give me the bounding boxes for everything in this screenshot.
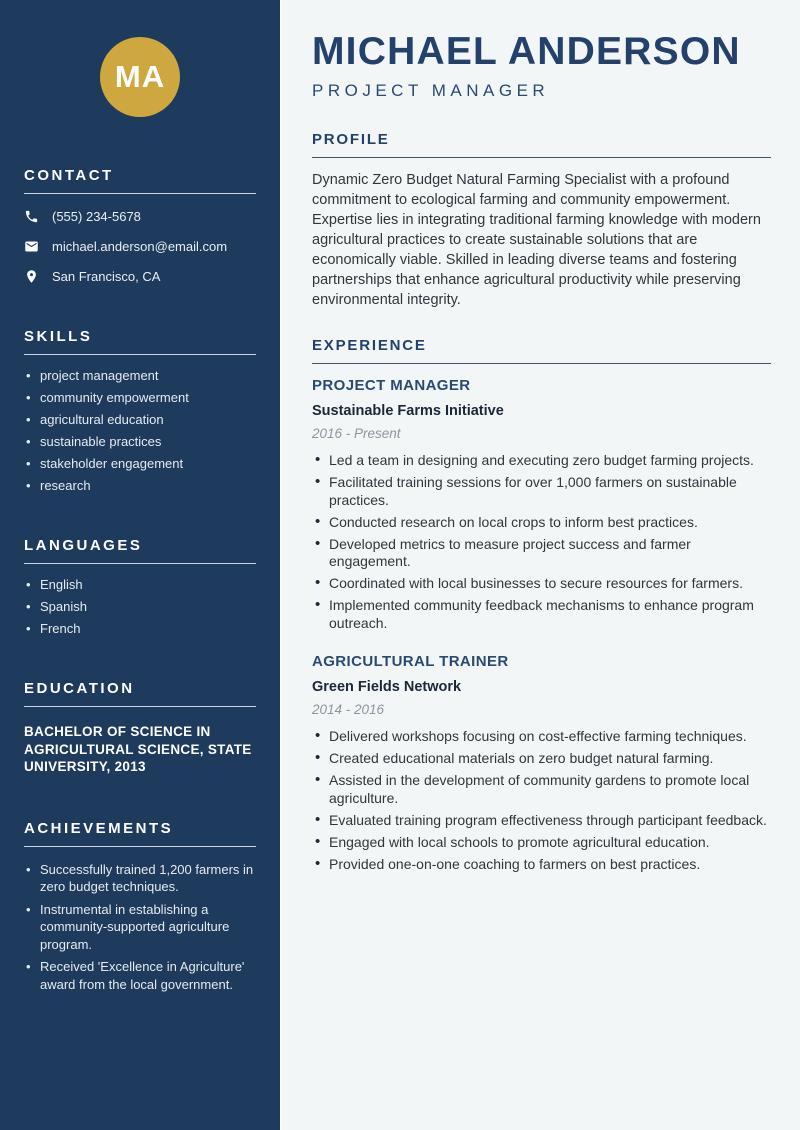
job-bullets <box>312 452 771 632</box>
job-bullet: • Provided one-on-one coaching to farmers on best practices. <box>312 856 771 874</box>
job-title: AGRICULTURAL TRAINER <box>312 653 509 670</box>
achievements-section <box>24 820 256 994</box>
languages-list <box>24 578 256 636</box>
job-bullet: • Coordinated with local businesses to secure resources for farmers. <box>312 575 771 593</box>
contact-phone-row <box>24 209 256 224</box>
language-item: • English <box>24 578 256 592</box>
sidebar <box>0 0 280 1130</box>
experience-heading: EXPERIENCE <box>312 337 771 364</box>
job-company: Green Fields Network <box>312 679 462 695</box>
achievement-item: • Successfully trained 1,200 farmers in zero budget techniques. <box>24 861 256 896</box>
skill-item: • agricultural education <box>24 413 256 427</box>
achievements-list <box>24 861 256 994</box>
job-bullet: • Evaluated training program effectiveness through participant feedback. <box>312 812 771 830</box>
profile-text: Dynamic Zero Budget Natural Farming Specialist with a profound commitment to ecological farming and community empowerment. Expertise lies in integrating traditional farming knowledge with modern agricultural practices to create sustainable solutions that are economically viable. Skilled in leading diverse teams and fostering partnerships that enhance agricultural productivity while preserving environmental integrity. <box>312 172 761 308</box>
skill-item: • sustainable practices <box>24 435 256 449</box>
job-bullet: • Assisted in the development of community gardens to promote local agriculture. <box>312 772 771 807</box>
languages-heading: LANGUAGES <box>24 537 256 564</box>
email-icon <box>24 239 39 254</box>
education-heading: EDUCATION <box>24 680 256 707</box>
contact-heading: CONTACT <box>24 167 256 194</box>
candidate-name: MICHAEL ANDERSON <box>312 30 741 73</box>
contact-location-text: San Francisco, CA <box>52 269 161 284</box>
skill-item: • research <box>24 479 256 493</box>
job-bullet: • Created educational materials on zero budget natural farming. <box>312 750 771 768</box>
avatar-initials: MA <box>114 59 166 94</box>
job-bullet: • Facilitated training sessions for over 1,000 farmers on sustainable practices. <box>312 474 771 509</box>
job-bullet: • Implemented community feedback mechanisms to enhance program outreach. <box>312 597 771 632</box>
skills-list <box>24 369 256 493</box>
job-dates: 2014 - 2016 <box>312 702 385 717</box>
achievements-heading: ACHIEVEMENTS <box>24 820 256 847</box>
languages-section <box>24 537 256 636</box>
job-bullets <box>312 728 771 873</box>
language-item: • French <box>24 622 256 636</box>
contact-section <box>24 167 256 284</box>
job-bullet: • Developed metrics to measure project success and farmer engagement. <box>312 536 771 571</box>
skills-heading: SKILLS <box>24 328 256 355</box>
skill-item: • project management <box>24 369 256 383</box>
experience-job-1 <box>312 377 771 632</box>
job-title: PROJECT MANAGER <box>312 377 471 394</box>
skill-item: • stakeholder engagement <box>24 457 256 471</box>
job-company: Sustainable Farms Initiative <box>312 403 504 419</box>
profile-heading: PROFILE <box>312 131 771 158</box>
education-degree: BACHELOR OF SCIENCE IN AGRICULTURAL SCIENCE, STATE UNIVERSITY, 2013 <box>24 724 252 774</box>
job-bullet: • Delivered workshops focusing on cost-effective farming techniques. <box>312 728 771 746</box>
achievement-item: • Instrumental in establishing a community-supported agriculture program. <box>24 901 256 954</box>
language-item: • Spanish <box>24 600 256 614</box>
education-section <box>24 680 256 776</box>
location-icon <box>24 269 39 284</box>
skills-section <box>24 328 256 493</box>
job-dates: 2016 - Present <box>312 426 401 441</box>
skill-item: • community empowerment <box>24 391 256 405</box>
phone-icon <box>24 209 39 224</box>
contact-phone-text: (555) 234-5678 <box>52 209 141 224</box>
job-bullet: • Conducted research on local crops to inform best practices. <box>312 514 771 532</box>
avatar <box>100 37 180 117</box>
contact-location-row <box>24 269 256 284</box>
experience-section <box>312 337 771 873</box>
contact-email-row <box>24 239 256 254</box>
main-content <box>280 0 800 1130</box>
experience-job-2 <box>312 653 771 873</box>
job-bullet: • Engaged with local schools to promote agricultural education. <box>312 834 771 852</box>
profile-section <box>312 131 771 310</box>
job-bullet: • Led a team in designing and executing zero budget farming projects. <box>312 452 771 470</box>
candidate-title: PROJECT MANAGER <box>312 81 550 100</box>
achievement-item: • Received 'Excellence in Agriculture' award from the local government. <box>24 958 256 993</box>
contact-email-text: michael.anderson@email.com <box>52 239 228 254</box>
